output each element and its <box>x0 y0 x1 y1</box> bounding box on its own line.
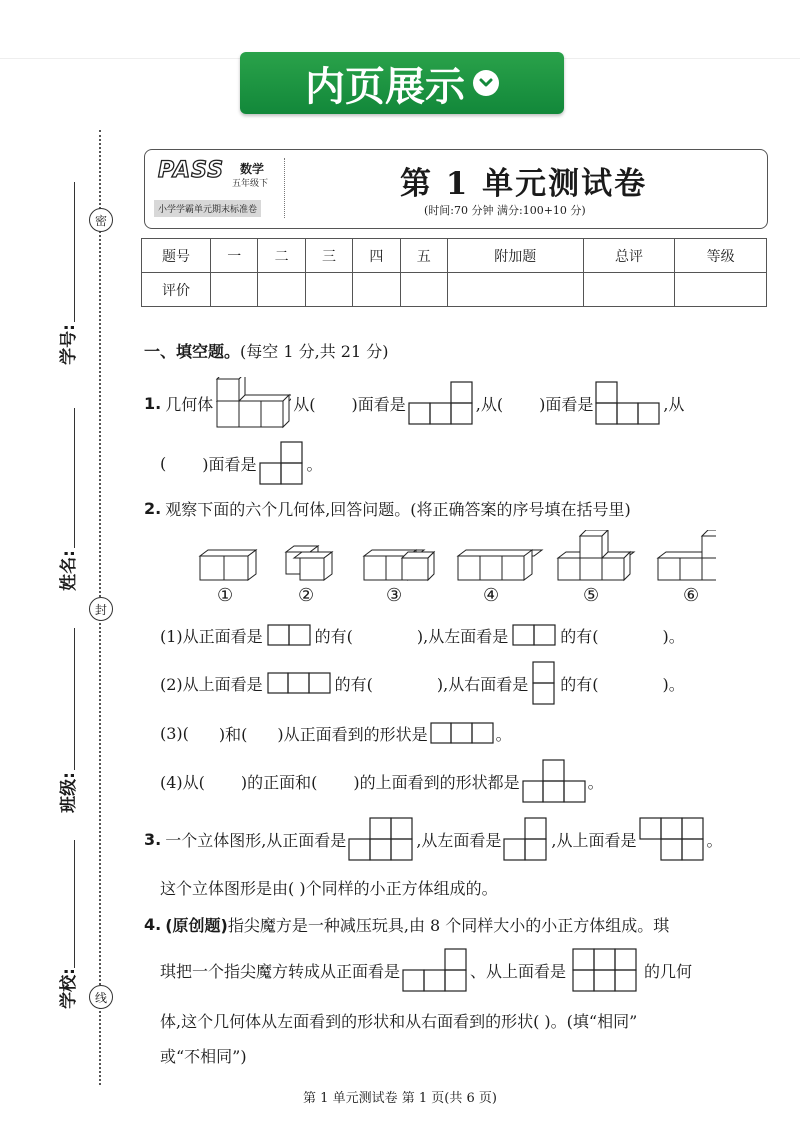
score-header-cell: 一 <box>211 239 258 273</box>
q1-text: ,从 <box>663 394 685 414</box>
q4-line2 <box>160 945 692 995</box>
q1-number: 1. <box>144 393 162 413</box>
solid-label: ④ <box>483 585 500 606</box>
q2-text: 。 <box>495 724 512 744</box>
score-cell[interactable] <box>305 273 352 307</box>
solid-1 <box>200 550 256 580</box>
q2-sub1 <box>160 622 685 648</box>
q2-sub3 <box>160 720 512 746</box>
q1-view-c <box>259 439 305 487</box>
q2-line <box>144 497 631 520</box>
name-line[interactable] <box>74 408 75 548</box>
grade-label: 五年级下 <box>232 179 269 189</box>
view-three-squares <box>267 672 331 694</box>
score-cell[interactable] <box>258 273 305 307</box>
score-row-label: 评价 <box>142 273 211 307</box>
section-note: (每空 1 分,共 21 分) <box>240 342 389 361</box>
q2-sub4 <box>160 758 604 804</box>
q4-text: 指尖魔方是一种减压玩具,由 8 个同样大小的小正方体组成。琪 <box>227 916 670 935</box>
q1-view-a <box>408 379 474 427</box>
score-header-cell: 五 <box>400 239 447 273</box>
q2-text: ),从左面看是 <box>416 626 509 646</box>
q1-text: ( <box>160 453 167 473</box>
student-id-label: 学号: <box>58 324 79 365</box>
solid-2 <box>286 546 332 580</box>
q2-text: (3)( <box>160 723 189 743</box>
view-two-squares <box>512 624 556 646</box>
score-cell[interactable] <box>353 273 400 307</box>
banner-label: 内页展示 <box>305 63 465 110</box>
q2-text: 的有( <box>334 674 373 694</box>
q2-text: ),从右面看是 <box>436 674 529 694</box>
q4-line4: 或“不相同”) <box>160 1047 247 1066</box>
q4-line3: 体,这个几何体从左面看到的形状和从右面看到的形状( )。(填“相同” <box>160 1012 638 1031</box>
score-header-cell: 总评 <box>583 239 675 273</box>
exam-subtitle: (时间:70 分钟 满分:100+10 分) <box>424 204 586 217</box>
q1-text: 。 <box>306 454 323 474</box>
q3-line2: 这个立体图形是由( )个同样的小正方体组成的。 <box>160 879 498 898</box>
score-header-cell: 附加题 <box>447 239 583 273</box>
q1-line1 <box>144 372 684 434</box>
q4-top-view <box>572 947 638 993</box>
exam-title: 第 1 单元测试卷 <box>400 166 648 202</box>
q4-number: 4. <box>144 915 162 934</box>
q2-text: )的正面和( <box>240 772 318 792</box>
q2-text: )和( <box>218 724 248 744</box>
q4-line1 <box>144 913 669 936</box>
q1-text: )面看是 <box>351 394 406 414</box>
q4-tag: (原创题) <box>165 916 228 935</box>
q3-front-view <box>348 817 414 861</box>
score-header-cell: 题号 <box>142 239 211 273</box>
student-id-line[interactable] <box>74 182 75 322</box>
score-table <box>141 238 767 307</box>
score-cell[interactable] <box>400 273 447 307</box>
q1-text: ,从( <box>475 394 504 414</box>
score-cell[interactable] <box>583 273 675 307</box>
score-header-cell: 四 <box>353 239 400 273</box>
score-cell[interactable] <box>447 273 583 307</box>
q2-solids <box>196 530 716 588</box>
seal-mi: 密 <box>89 208 113 232</box>
q4-text: 的几何 <box>644 961 693 981</box>
name-label: 姓名: <box>58 550 79 591</box>
q3-text: ,从上面看是 <box>551 830 637 850</box>
q2-text: 的有( <box>560 626 599 646</box>
q1-text: )面看是 <box>202 454 257 474</box>
series-label: 小学学霸单元期末标准卷 <box>154 200 261 217</box>
q4-text: 、从上面看是 <box>470 961 567 981</box>
solid-6 <box>658 530 716 580</box>
solid-label: ① <box>217 585 234 606</box>
score-cell[interactable] <box>211 273 258 307</box>
q1-text: 几何体 <box>165 394 214 414</box>
section-heading <box>144 339 388 362</box>
q2-text: )。 <box>662 674 685 694</box>
q1-line2 <box>160 438 323 488</box>
q2-text: 的有( <box>560 674 599 694</box>
q2-text: 观察下面的六个几何体,回答问题。(将正确答案的序号填在括号里) <box>165 500 631 519</box>
chevron-down-icon <box>473 70 499 96</box>
q2-text: 的有( <box>314 626 353 646</box>
score-header-cell: 等级 <box>675 239 767 273</box>
q1-view-b <box>595 379 661 427</box>
view-two-squares <box>267 624 311 646</box>
q1-text: )面看是 <box>539 394 594 414</box>
page-footer: 第 1 单元测试卷 第 1 页(共 6 页) <box>303 1091 497 1106</box>
score-header-cell: 二 <box>258 239 305 273</box>
score-header-row <box>142 239 767 273</box>
solid-label: ③ <box>386 585 403 606</box>
q3-number: 3. <box>144 829 162 849</box>
seal-feng: 封 <box>89 597 113 621</box>
q2-text: (4)从( <box>160 772 205 792</box>
page-banner <box>240 52 564 114</box>
class-line[interactable] <box>74 628 75 770</box>
view-two-stacked <box>532 661 556 705</box>
header-divider <box>284 158 285 218</box>
seal-xian: 线 <box>89 985 113 1009</box>
q3-left-view <box>503 817 549 861</box>
q3-text: 。 <box>706 830 723 850</box>
solid-5 <box>558 530 634 580</box>
q3-text: 一个立体图形,从正面看是 <box>165 830 347 850</box>
school-label: 学校: <box>58 968 79 1009</box>
score-header-cell: 三 <box>305 239 352 273</box>
q2-text: )从正面看到的形状是 <box>277 724 428 744</box>
q1-solid-figure <box>215 377 291 429</box>
solid-label: ⑥ <box>683 585 700 606</box>
q2-sub2 <box>160 660 685 706</box>
pass-logo: PASS <box>158 158 225 183</box>
q2-text: )的上面看到的形状都是 <box>353 772 520 792</box>
q2-text: (1)从正面看是 <box>160 626 263 646</box>
view-t-shape <box>522 759 586 803</box>
score-cell[interactable] <box>675 273 767 307</box>
score-value-row <box>142 273 767 307</box>
subject-label: 数学 <box>240 162 265 176</box>
view-three-squares <box>430 722 494 744</box>
q2-text: 。 <box>587 772 604 792</box>
q3-top-view <box>639 817 705 861</box>
section-title: 一、填空题。 <box>144 342 241 361</box>
solid-label: ② <box>298 585 315 606</box>
solid-label: ⑤ <box>583 585 600 606</box>
q4-text: 琪把一个指尖魔方转成从正面看是 <box>160 961 401 981</box>
solid-3 <box>364 550 434 580</box>
q2-text: )。 <box>662 626 685 646</box>
solid-4 <box>458 550 542 580</box>
q3-line1 <box>144 816 723 862</box>
q4-front-view <box>402 947 468 993</box>
q2-text: (2)从上面看是 <box>160 674 263 694</box>
q1-text: 从( <box>293 394 316 414</box>
school-line[interactable] <box>74 840 75 968</box>
class-label: 班级: <box>58 772 79 813</box>
q2-number: 2. <box>144 499 162 518</box>
q3-text: ,从左面看是 <box>416 830 502 850</box>
